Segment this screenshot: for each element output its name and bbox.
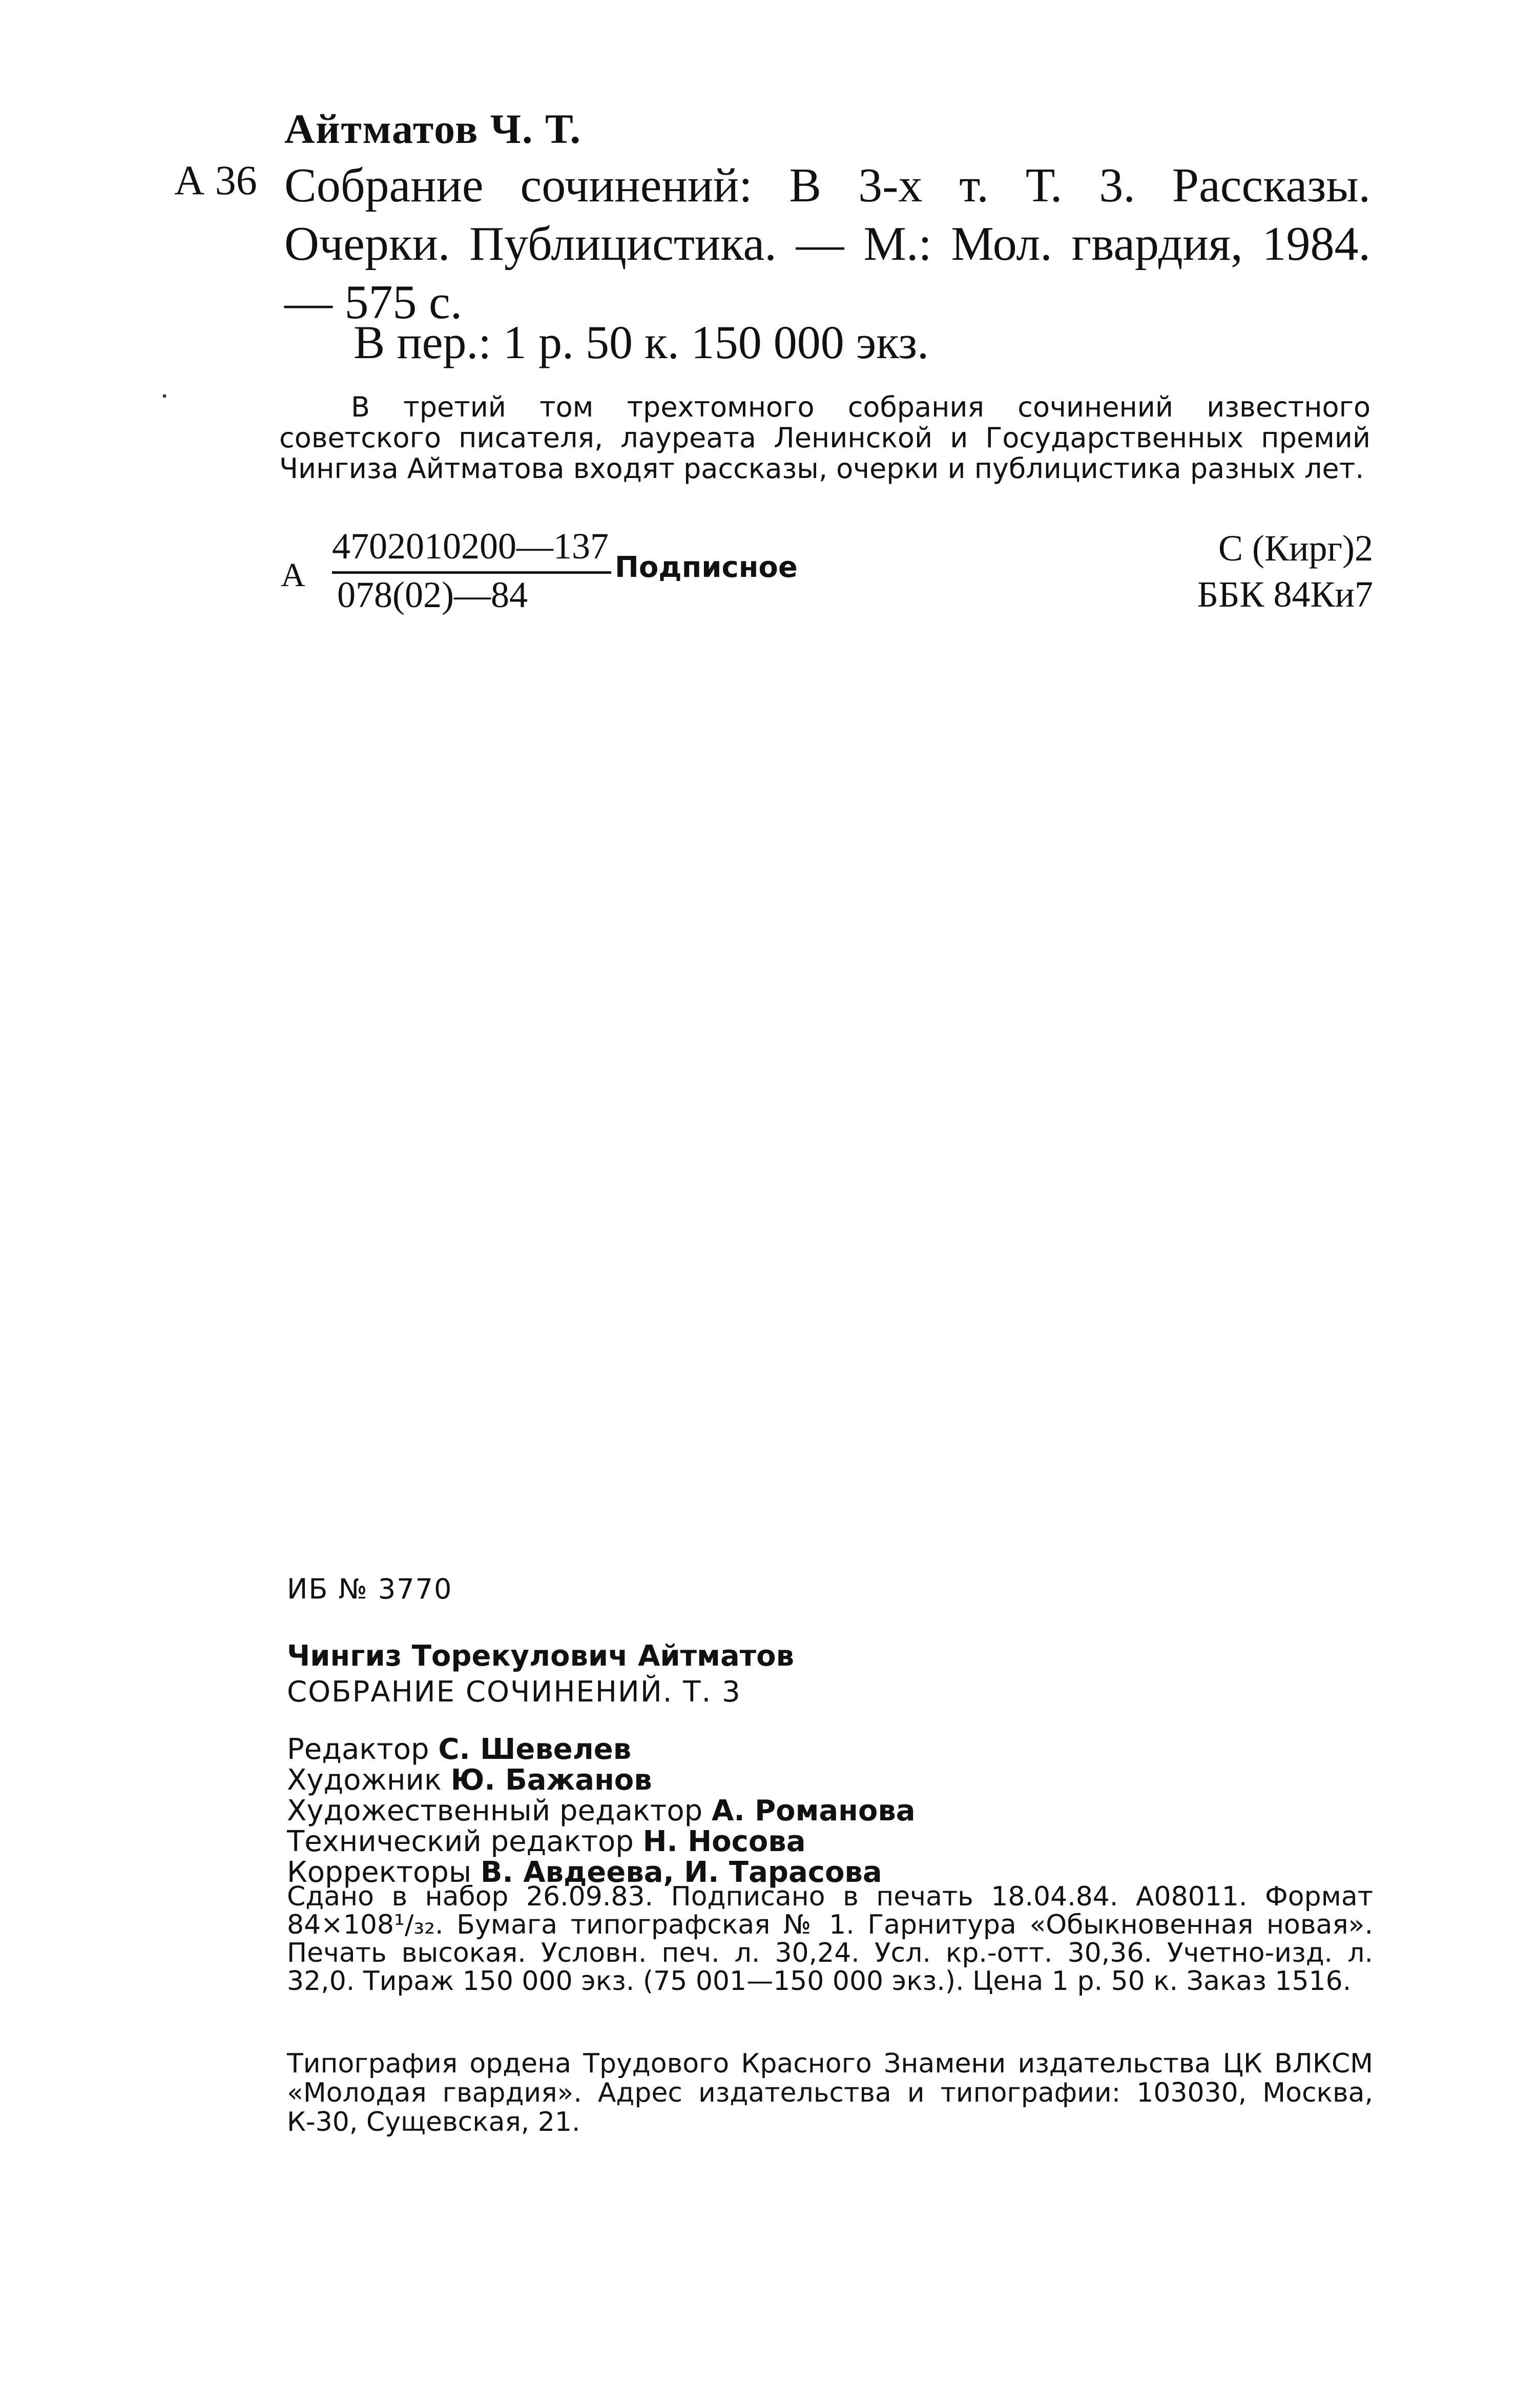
credit-role: Художник bbox=[287, 1763, 451, 1797]
credit-role: Редактор bbox=[287, 1733, 439, 1766]
classification-denominator: 078(02)—84 bbox=[337, 574, 528, 615]
print-details: Сдано в набор 26.09.83. Подписано в печать 18.04.84. А08011. Формат 84×108¹/₃₂. Бумага типографская № 1. Гарнитура «Обыкновенная новая». Печать высокая. Условн. печ. л. 30,24. Усл. кр.-отт. 30,36. Учетно-изд. л. 32,0. Тираж 150 000 экз. (75 001—150 000 экз.). Цена 1 р. 50 к. Заказ 1516. bbox=[287, 1881, 1373, 1997]
credit-name: Н. Носова bbox=[642, 1825, 806, 1858]
credit-row bbox=[287, 1734, 916, 1765]
credit-row bbox=[287, 1826, 916, 1857]
credit-name: С. Шевелев bbox=[438, 1733, 632, 1766]
classification-prefix: А bbox=[281, 556, 305, 594]
book-title: Собрание сочинений: В 3-х т. Т. 3. Рассказы. Очерки. Публицистика. — М.: Мол. гвардия, 1984. — 575 с. bbox=[284, 159, 1370, 329]
credit-role: Корректоры bbox=[287, 1856, 481, 1889]
credit-name: В. Авдеева, И. Тарасова bbox=[480, 1856, 882, 1889]
annotation-paragraph bbox=[279, 392, 1370, 484]
credit-name: А. Романова bbox=[711, 1794, 916, 1828]
credit-role: Технический редактор bbox=[287, 1825, 643, 1858]
classification-code-1: С (Кирг)2 bbox=[1218, 528, 1373, 569]
credit-role: Художественный редактор bbox=[287, 1794, 712, 1828]
scan-dot-mark bbox=[163, 395, 166, 398]
library-code: А 36 bbox=[174, 157, 257, 203]
subscription-label: Подписное bbox=[615, 551, 798, 584]
printer-info: Типография ордена Трудового Красного Знамени издательства ЦК ВЛКСМ «Молодая гвардия». Адрес издательства и типографии: 103030, Москва, К-30, Сущевская, 21. bbox=[287, 2048, 1373, 2137]
ib-number: ИБ № 3770 bbox=[287, 1573, 453, 1605]
classification-codes bbox=[1197, 525, 1373, 617]
classification-code-2: ББК 84Ки7 bbox=[1197, 574, 1373, 615]
credit-name: Ю. Бажанов bbox=[450, 1763, 652, 1797]
credits-list bbox=[287, 1734, 916, 1888]
price-line: В пер.: 1 р. 50 к. 150 000 экз. bbox=[354, 316, 929, 368]
work-title: СОБРАНИЕ СОЧИНЕНИЙ. Т. 3 bbox=[287, 1675, 741, 1709]
credit-row bbox=[287, 1765, 916, 1796]
classification-numerator: 4702010200—137 bbox=[332, 526, 609, 567]
credit-row bbox=[287, 1796, 916, 1826]
annotation-text: В третий том трехтомного собрания сочинений известного советского писателя, лауреата Ленинской и Государственных премий Чингиза Айтматова входят рассказы, очерки и публицистика разных лет. bbox=[279, 391, 1370, 485]
author-heading: Айтматов Ч. Т. bbox=[284, 106, 582, 152]
full-author-name: Чингиз Торекулович Айтматов bbox=[287, 1639, 795, 1673]
